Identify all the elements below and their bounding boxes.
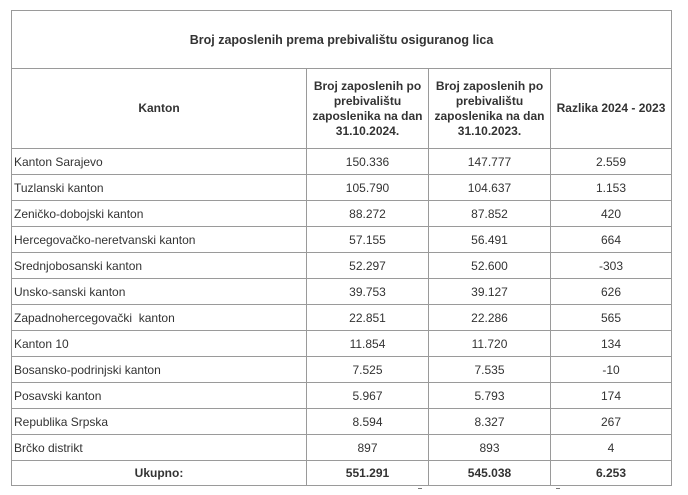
table-row: [12, 383, 672, 409]
row-name: Brčko distrikt: [12, 435, 307, 461]
row-difference: 565: [551, 305, 672, 331]
row-value-2024: 88.272: [307, 201, 429, 227]
cropped-next-row: [0, 488, 688, 495]
row-value-2023: 56.491: [429, 227, 551, 253]
row-difference: 420: [551, 201, 672, 227]
total-value-2023: 545.038: [429, 461, 551, 486]
row-value-2023: 7.535: [429, 357, 551, 383]
row-difference: 626: [551, 279, 672, 305]
header-kanton: Kanton: [12, 69, 307, 149]
table-row: [12, 305, 672, 331]
row-value-2024: 105.790: [307, 175, 429, 201]
row-value-2024: 8.594: [307, 409, 429, 435]
row-name: Tuzlanski kanton: [12, 175, 307, 201]
row-name: Zapadnohercegovački kanton: [12, 305, 307, 331]
row-difference: -10: [551, 357, 672, 383]
table-row: [12, 435, 672, 461]
row-difference: 1.153: [551, 175, 672, 201]
row-value-2024: 5.967: [307, 383, 429, 409]
table-row: [12, 149, 672, 175]
row-difference: 4: [551, 435, 672, 461]
table-row: [12, 357, 672, 383]
row-difference: 2.559: [551, 149, 672, 175]
table-row: [12, 279, 672, 305]
row-value-2024: 22.851: [307, 305, 429, 331]
total-label: Ukupno:: [12, 461, 307, 486]
row-name: Republika Srpska: [12, 409, 307, 435]
row-value-2023: 147.777: [429, 149, 551, 175]
row-name: Posavski kanton: [12, 383, 307, 409]
table-row: [12, 409, 672, 435]
row-name: Zeničko-dobojski kanton: [12, 201, 307, 227]
total-value-2024: 551.291: [307, 461, 429, 486]
table-row: [12, 175, 672, 201]
row-value-2023: 8.327: [429, 409, 551, 435]
row-difference: -303: [551, 253, 672, 279]
header-2024: Broj zaposlenih po prebivalištu zaposlenika na dan 31.10.2024.: [307, 69, 429, 149]
row-value-2024: 150.336: [307, 149, 429, 175]
row-name: Srednjobosanski kanton: [12, 253, 307, 279]
row-value-2023: 5.793: [429, 383, 551, 409]
row-value-2023: 39.127: [429, 279, 551, 305]
cropped-mark: [556, 488, 560, 492]
title-row: [12, 11, 672, 69]
row-value-2024: 52.297: [307, 253, 429, 279]
row-value-2023: 893: [429, 435, 551, 461]
table-row: [12, 253, 672, 279]
total-row: [12, 461, 672, 486]
row-value-2024: 39.753: [307, 279, 429, 305]
header-2023: Broj zaposlenih po prebivalištu zaposlenika na dan 31.10.2023.: [429, 69, 551, 149]
row-name: Hercegovačko-neretvanski kanton: [12, 227, 307, 253]
row-name: Kanton Sarajevo: [12, 149, 307, 175]
table-title: Broj zaposlenih prema prebivalištu osiguranog lica: [12, 11, 672, 69]
cropped-mark: [418, 488, 422, 492]
employment-table: [11, 10, 672, 486]
row-difference: 664: [551, 227, 672, 253]
table-row: [12, 227, 672, 253]
row-value-2024: 7.525: [307, 357, 429, 383]
row-difference: 174: [551, 383, 672, 409]
row-value-2023: 11.720: [429, 331, 551, 357]
row-value-2023: 52.600: [429, 253, 551, 279]
total-difference: 6.253: [551, 461, 672, 486]
row-value-2024: 57.155: [307, 227, 429, 253]
row-name: Kanton 10: [12, 331, 307, 357]
row-value-2023: 104.637: [429, 175, 551, 201]
table-body: [12, 11, 672, 486]
row-value-2024: 897: [307, 435, 429, 461]
row-difference: 267: [551, 409, 672, 435]
row-value-2024: 11.854: [307, 331, 429, 357]
header-row: [12, 69, 672, 149]
row-name: Bosansko-podrinjski kanton: [12, 357, 307, 383]
row-value-2023: 87.852: [429, 201, 551, 227]
row-name: Unsko-sanski kanton: [12, 279, 307, 305]
table-row: [12, 201, 672, 227]
table-row: [12, 331, 672, 357]
row-value-2023: 22.286: [429, 305, 551, 331]
row-difference: 134: [551, 331, 672, 357]
header-razlika: Razlika 2024 - 2023: [551, 69, 672, 149]
